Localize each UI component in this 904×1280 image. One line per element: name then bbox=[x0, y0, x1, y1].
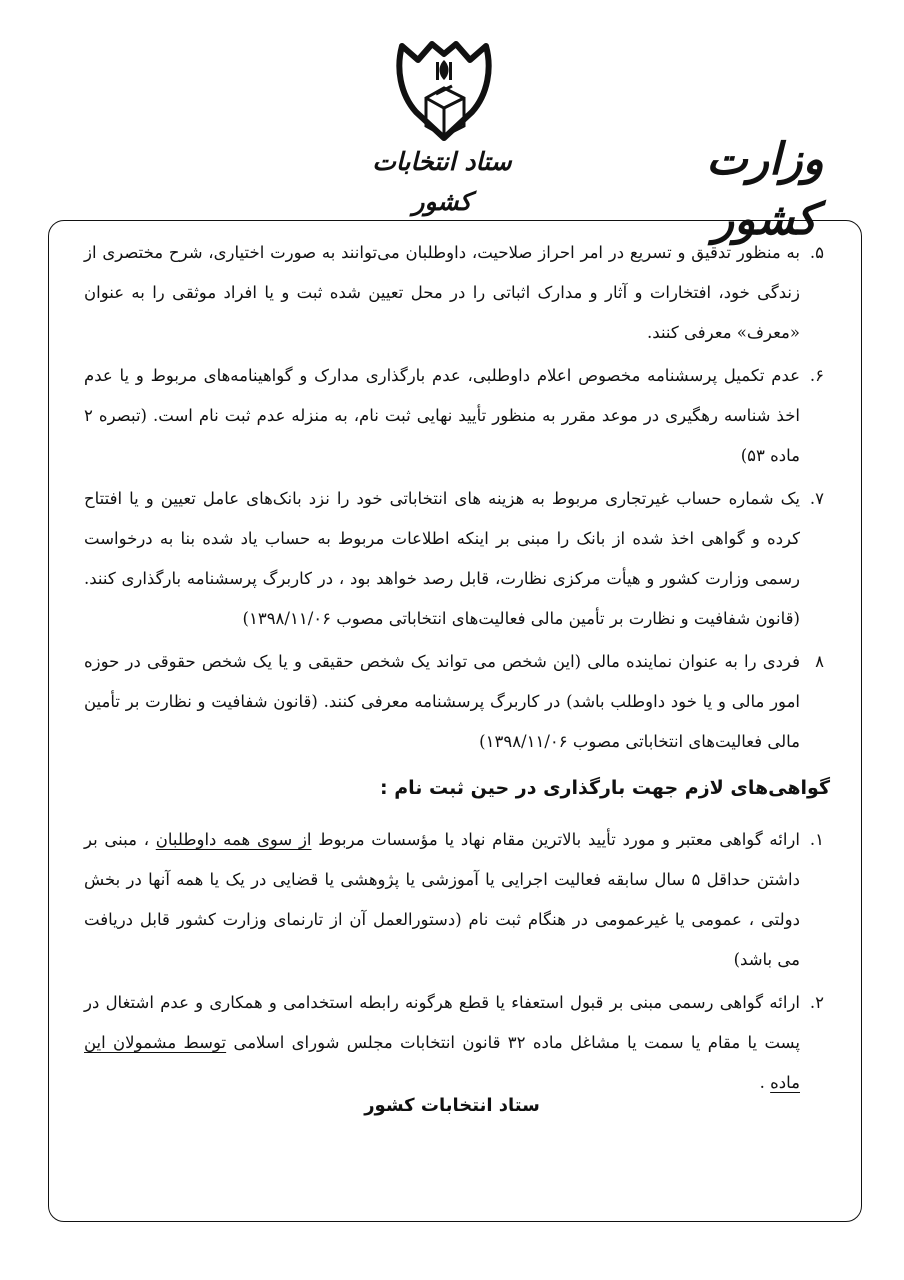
item-number: ۸ bbox=[815, 652, 824, 671]
item-text bbox=[84, 830, 800, 969]
item-number: ۶. bbox=[809, 366, 824, 385]
item-text-start: ارائه گواهی معتبر و مورد تأیید بالاترین مقام نهاد یا مؤسسات مربوط bbox=[311, 830, 800, 849]
section-heading: گواهی‌های لازم جهت بارگذاری در حین ثبت نام : bbox=[380, 777, 830, 799]
item-number: ۷. bbox=[809, 489, 824, 508]
document-body bbox=[84, 233, 830, 1106]
item-text: یک شماره حساب غیرتجاری مربوط به هزینه های انتخاباتی خود را نزد بانک‌های عامل تعیین و یا افتتاح کرده و گواهی اخذ شده از بانک را مبنی بر اینکه اطلاعات مربوط به حساب یاد شده بنا به درخواست رسمی وزارت کشور و هیأت مرکزی نظارت، قابل رصد خواهد بود ، در کاربرگ پرسشنامه بارگذاری کنند.(قانون شفافیت و نظارت بر تأمین مالی فعالیت‌های انتخاباتی مصوب ۱۳۹۸/۱۱/۰۶) bbox=[84, 489, 800, 628]
list-item bbox=[84, 983, 824, 1103]
footer-signature: ستاد انتخابات کشور bbox=[364, 1095, 540, 1116]
list-item bbox=[84, 356, 824, 476]
item-text-start: ارائه گواهی رسمی مبنی بر قبول استعفاء یا قطع هرگونه رابطه استخدامی و همکاری و عدم اشتغال در پست یا مقام یا سمت یا مشاغل ماده ۳۲ قانون انتخابات مجلس شورای اسلامی bbox=[84, 993, 800, 1052]
list-item bbox=[84, 233, 824, 353]
election-emblem-icon bbox=[392, 38, 496, 144]
list-item bbox=[84, 642, 824, 762]
election-hq-title: ستاد انتخابات کشور bbox=[372, 147, 512, 216]
item-number: ۲. bbox=[809, 993, 824, 1012]
item-text-end: ، مبنی بر داشتن حداقل ۵ سال سابقه فعالیت اجرایی یا آموزشی یا پژوهشی یا قضایی در یک یا همه آنها در بخش دولتی ، عمومی یا غیرعمومی در هنگام ثبت نام (دستورالعمل آن از تارنمای وزارت کشور قابل دریافت می باشد) bbox=[84, 830, 800, 969]
ministry-title: وزارت کشور bbox=[706, 134, 824, 245]
underlined-text: توسط مشمولان این ماده bbox=[84, 1033, 800, 1092]
item-text: به منظور تدقیق و تسریع در امر احراز صلاحیت، داوطلبان می‌توانند به صورت اختیاری، شرح مختصری از زندگی خود، افتخارات و آثار و مدارک اثباتی را در محل تعیین شده ثبت و یا افراد موثقی را به عنوان «معرف» معرفی کنند. bbox=[84, 243, 800, 342]
item-number: ۵. bbox=[809, 243, 824, 262]
item-text: فردی را به عنوان نماینده مالی (این شخص می تواند یک شخص حقیقی و یا یک شخص حقوقی در حوزه امور مالی و یا خود داوطلب باشد) در کاربرگ پرسشنامه معرفی کنند. (قانون شفافیت و نظارت بر تأمین مالی فعالیت‌های انتخاباتی مصوب ۱۳۹۸/۱۱/۰۶) bbox=[84, 652, 800, 751]
item-text bbox=[84, 993, 800, 1092]
item-number: ۱. bbox=[809, 830, 824, 849]
list-item bbox=[84, 820, 824, 980]
list-item bbox=[84, 479, 824, 639]
item-text-end: . bbox=[759, 1073, 771, 1092]
letterhead bbox=[0, 0, 904, 245]
underlined-text: از سوی همه داوطلبان bbox=[155, 830, 312, 849]
item-text: عدم تکمیل پرسشنامه مخصوص اعلام داوطلبی، عدم بارگذاری مدارک و گواهینامه‌های مربوط و یا عدم اخذ شناسه رهگیری در موعد مقرر به منظور تأیید نهایی ثبت نام، به منزله عدم ثبت نام است. (تبصره ۲ ماده ۵۳) bbox=[84, 366, 800, 465]
